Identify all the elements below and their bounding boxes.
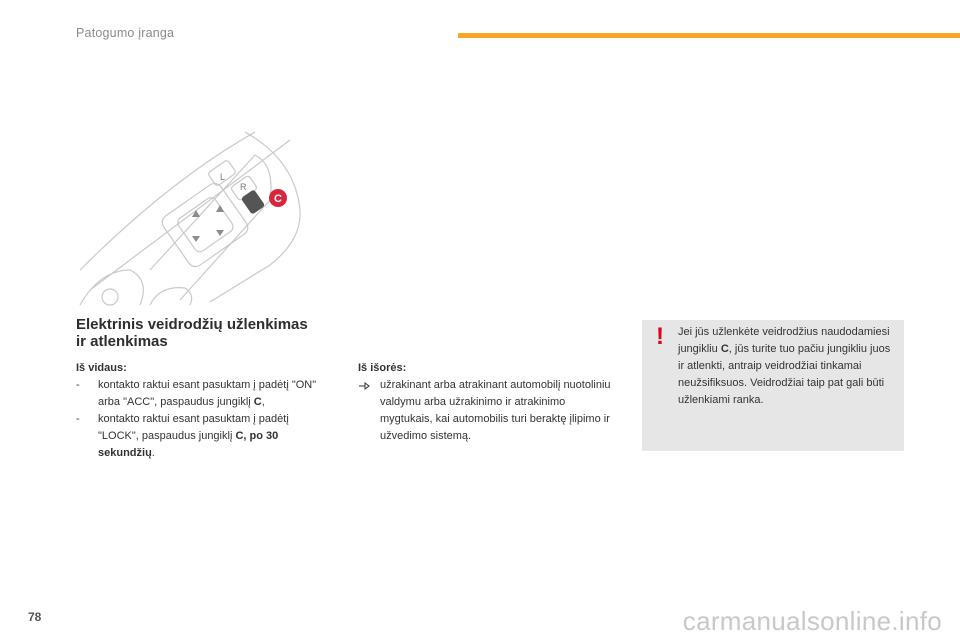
header-accent-bar — [458, 33, 960, 38]
section-title: Patogumo įranga — [76, 26, 175, 40]
mirror-control-illustration — [70, 120, 310, 310]
knob-letter-r: R — [240, 182, 247, 192]
list-item-tail: , — [261, 396, 265, 408]
warning-text-part: , jūs turite tuo pačiu jungikliu juos ir atlenkti, antraip veidrodžiai tinkamai neužsifiksuos. Veidrodžiai taip pat gali būti užlenkiami ranka. — [678, 343, 891, 406]
outside-title: Iš išorės: — [358, 362, 407, 374]
list-item-text: kontakto raktui esant pasuktam į padėtį "ON" arba "ACC", paspaudus jungiklį — [98, 379, 317, 408]
bullet-dash: - — [76, 379, 80, 391]
callout-c-letter: C — [274, 193, 282, 205]
heading-line-1: Elektrinis veidrodžių užlenkimas — [76, 316, 308, 333]
pointing-hand-icon — [358, 380, 370, 392]
switch-c-delay-ref: C, po 30 sekundžių — [98, 430, 279, 459]
knob-letter-l: L — [220, 172, 226, 182]
page-heading — [76, 316, 346, 350]
list-item-tail: . — [151, 447, 155, 459]
switch-c-ref: C — [720, 343, 729, 355]
outside-section — [358, 360, 618, 445]
mirror-fold-switch — [241, 189, 266, 215]
list-item-text: užrakinant arba atrakinant automobilį nuotoliniu valdymu arba užrakinimo ir atrakinimo mygtukais, kai automobilis turi beraktę įlipimo ir užvedimo sistemą. — [380, 379, 611, 442]
inside-title: Iš vidaus: — [76, 362, 127, 374]
warning-icon: ! — [656, 323, 664, 350]
warning-text — [678, 324, 898, 409]
page-number: 78 — [28, 610, 42, 624]
list-item-text: kontakto raktui esant pasuktam į padėtį "LOCK", paspaudus jungiklį — [98, 413, 289, 442]
list-item — [76, 411, 326, 462]
switch-c-ref: C — [253, 396, 262, 408]
bullet-dash: - — [76, 413, 80, 425]
warning-text-part: Jei jūs užlenkėte veidrodžius naudodamiesi jungikliu — [678, 326, 890, 355]
warning-box — [642, 320, 904, 451]
list-item — [76, 377, 326, 411]
inside-section — [76, 360, 326, 462]
list-item — [358, 377, 618, 445]
watermark: carmanualsonline.info — [682, 606, 942, 636]
heading-line-2: ir atlenkimas — [76, 333, 168, 350]
